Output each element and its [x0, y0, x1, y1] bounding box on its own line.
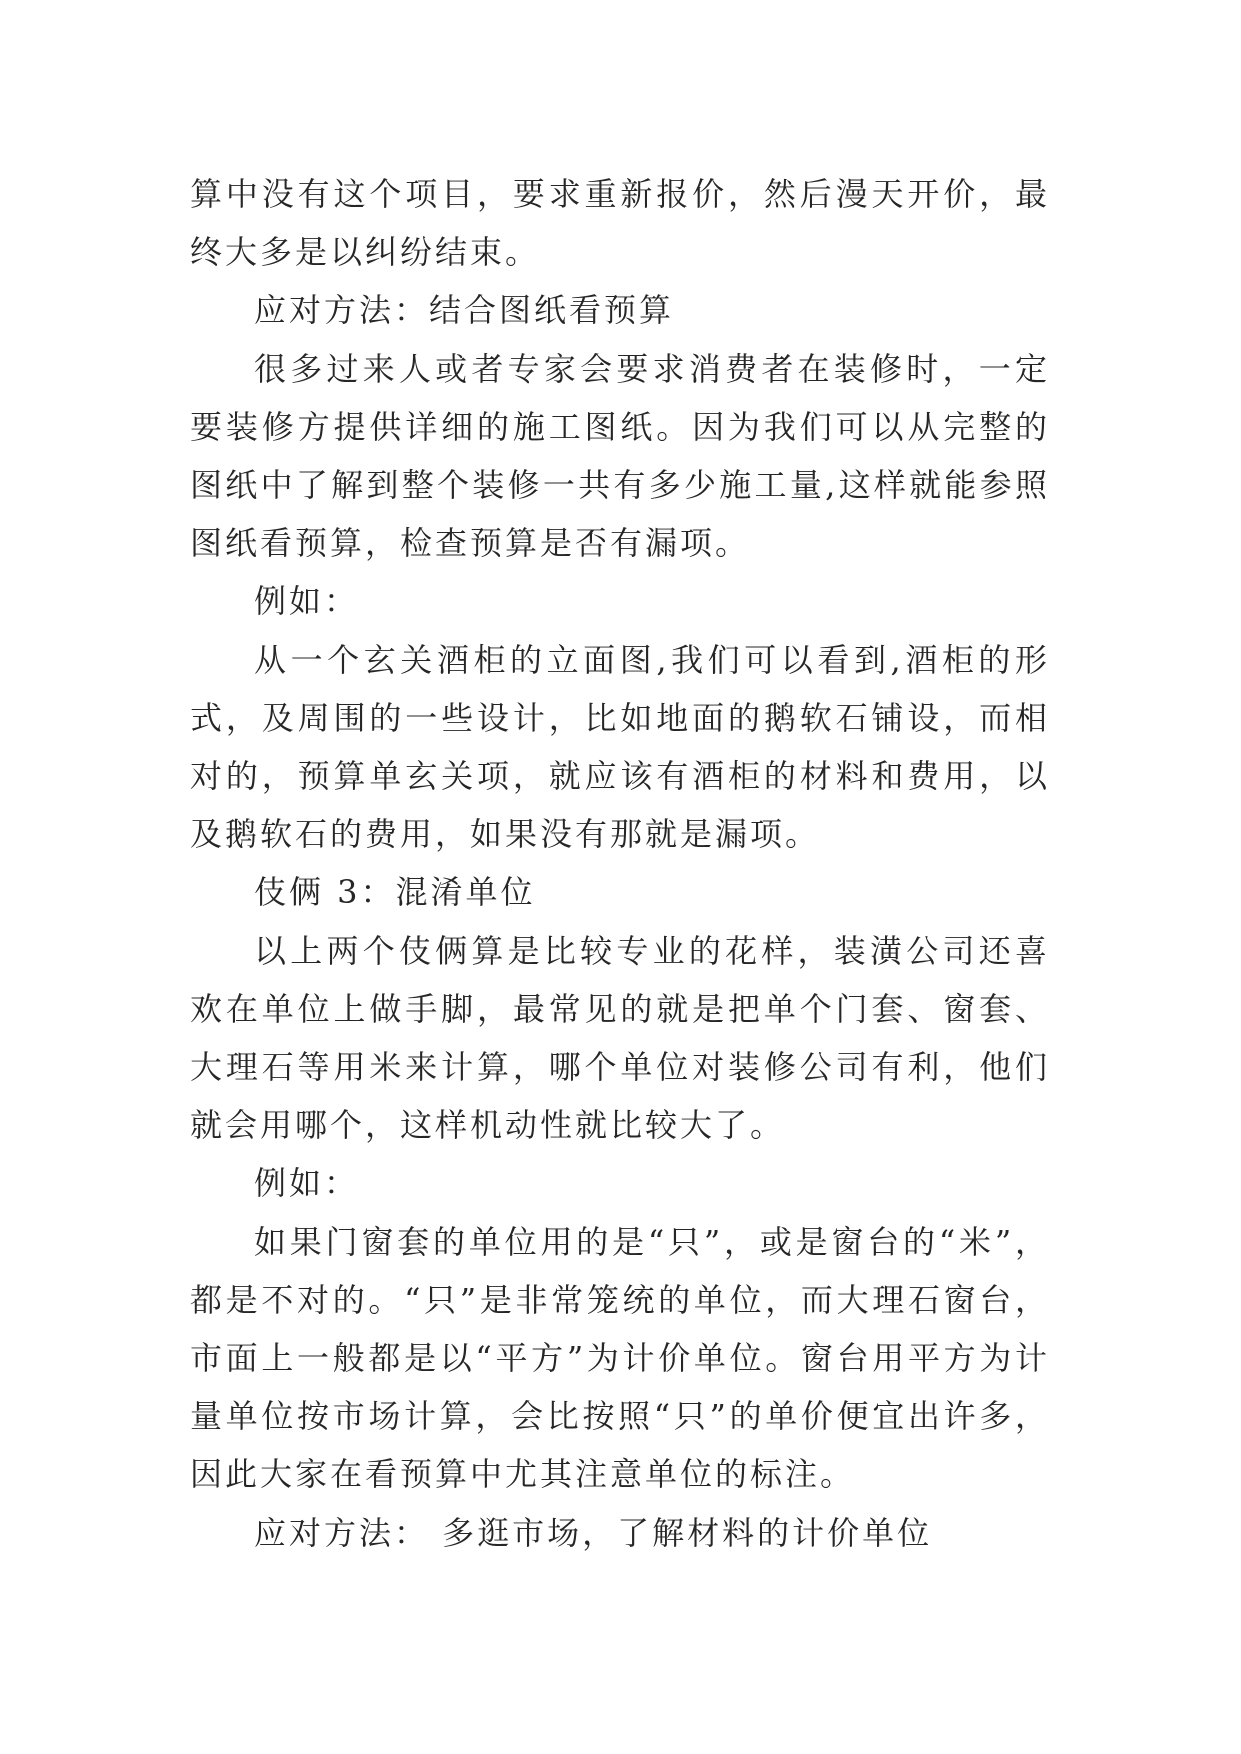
paragraph: 以上两个伎俩算是比较专业的花样，装潢公司还喜欢在单位上做手脚，最常见的就是把单个门套、窗套、大理石等用米来计算，哪个单位对装修公司有利，他们就会用哪个，这样机动性就比较大了。 [190, 931, 1050, 1145]
example-label: 例如： [254, 1164, 360, 1203]
section-heading-solution: 应对方法：结合图纸看预算 [254, 291, 675, 330]
paragraph: 很多过来人或者专家会要求消费者在装修时，一定要装修方提供详细的施工图纸。因为我们可以从完整的图纸中了解到整个装修一共有多少施工量,这样就能参照图纸看预算，检查预算是否有漏项。 [190, 349, 1050, 563]
paragraph-continuation: 算中没有这个项目，要求重新报价，然后漫天开价，最终大多是以纠纷结束。 [190, 175, 1050, 272]
paragraph: 从一个玄关酒柜的立面图,我们可以看到,酒柜的形式，及周围的一些设计，比如地面的鹅软石铺设，而相对的，预算单玄关项，就应该有酒柜的材料和费用，以及鹅软石的费用，如果没有那就是漏项。 [190, 640, 1050, 854]
paragraph: 如果门窗套的单位用的是“只”，或是窗台的“米”，都是不对的。“只”是非常笼统的单位，而大理石窗台，市面上一般都是以“平方”为计价单位。窗台用平方为计量单位按市场计算，会比按照“只”的单价便宜出许多，因此大家在看预算中尤其注意单位的标注。 [190, 1222, 1050, 1494]
example-label: 例如： [254, 582, 360, 621]
section-heading-trick: 伎俩 3：混淆单位 [254, 873, 536, 912]
document-body [190, 165, 1050, 1562]
section-heading-solution: 应对方法： 多逛市场，了解材料的计价单位 [254, 1513, 933, 1552]
